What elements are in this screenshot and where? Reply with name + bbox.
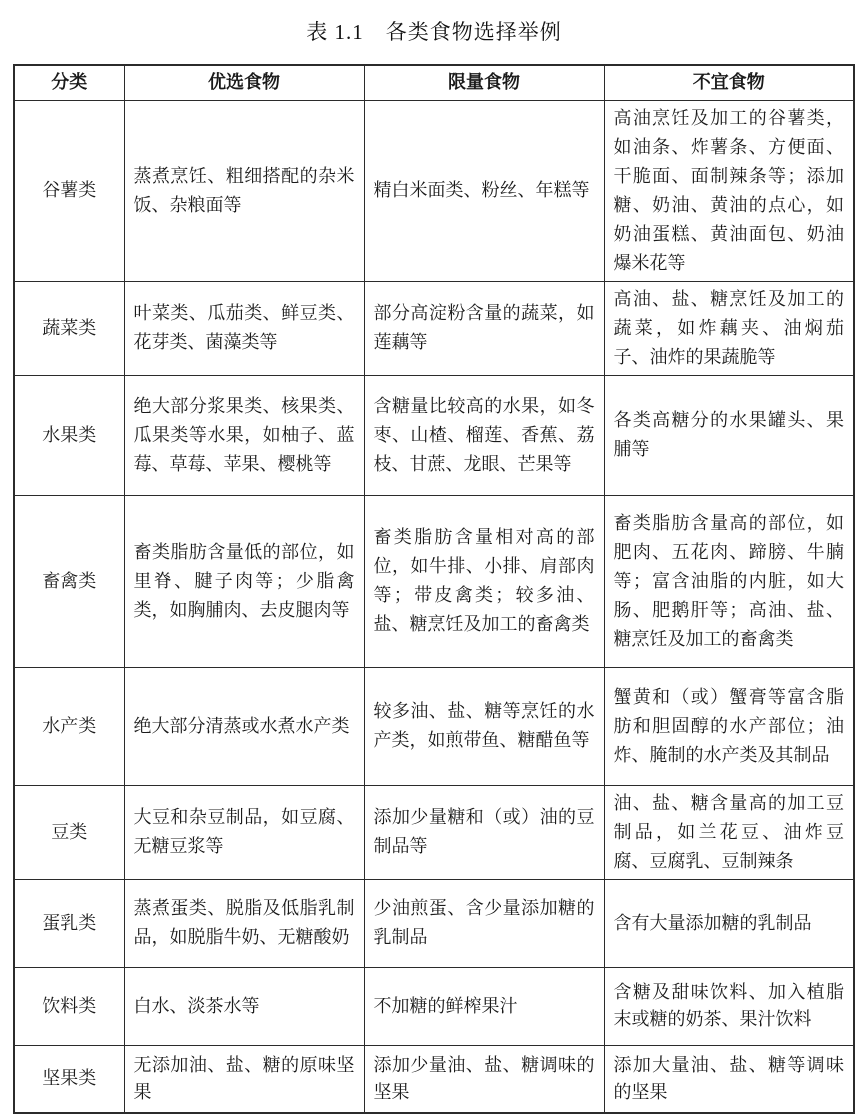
category-cell: 蔬菜类 <box>14 281 124 375</box>
limited-cell: 少油煎蛋、含少量添加糖的乳制品 <box>364 879 604 967</box>
avoid-cell: 含有大量添加糖的乳制品 <box>604 879 854 967</box>
category-cell: 坚果类 <box>14 1045 124 1113</box>
avoid-cell: 油、盐、糖含量高的加工豆制品，如兰花豆、油炸豆腐、豆腐乳、豆制辣条 <box>604 785 854 879</box>
table-title: 表 1.1 各类食物选择举例 <box>306 20 562 44</box>
preferred-cell: 畜类脂肪含量低的部位，如里脊、腱子肉等；少脂禽类，如胸脯肉、去皮腿肉等 <box>124 495 364 667</box>
header-category: 分类 <box>14 65 124 100</box>
table-row <box>14 100 854 281</box>
limited-cell: 较多油、盐、糖等烹饪的水产类，如煎带鱼、糖醋鱼等 <box>364 667 604 785</box>
table-row <box>14 879 854 967</box>
food-selection-table <box>13 64 855 1114</box>
category-cell: 水果类 <box>14 375 124 495</box>
limited-cell: 含糖量比较高的水果，如冬枣、山楂、榴莲、香蕉、荔枝、甘蔗、龙眼、芒果等 <box>364 375 604 495</box>
table-row <box>14 495 854 667</box>
limited-cell: 添加少量糖和（或）油的豆制品等 <box>364 785 604 879</box>
limited-cell: 部分高淀粉含量的蔬菜，如莲藕等 <box>364 281 604 375</box>
preferred-cell: 白水、淡茶水等 <box>124 967 364 1045</box>
header-avoid: 不宜食物 <box>604 65 854 100</box>
avoid-cell: 添加大量油、盐、糖等调味的坚果 <box>604 1045 854 1113</box>
preferred-cell: 蒸煮蛋类、脱脂及低脂乳制品，如脱脂牛奶、无糖酸奶 <box>124 879 364 967</box>
avoid-cell: 各类高糖分的水果罐头、果脯等 <box>604 375 854 495</box>
table-row <box>14 1045 854 1113</box>
limited-cell: 畜类脂肪含量相对高的部位，如牛排、小排、肩部肉等；带皮禽类；较多油、盐、糖烹饪及加工的畜禽类 <box>364 495 604 667</box>
category-cell: 饮料类 <box>14 967 124 1045</box>
limited-cell: 不加糖的鲜榨果汁 <box>364 967 604 1045</box>
preferred-cell: 无添加油、盐、糖的原味坚果 <box>124 1045 364 1113</box>
header-preferred: 优选食物 <box>124 65 364 100</box>
avoid-cell: 蟹黄和（或）蟹膏等富含脂肪和胆固醇的水产部位；油炸、腌制的水产类及其制品 <box>604 667 854 785</box>
table-row <box>14 281 854 375</box>
avoid-cell: 高油烹饪及加工的谷薯类，如油条、炸薯条、方便面、干脆面、面制辣条等；添加糖、奶油、黄油的点心，如奶油蛋糕、黄油面包、奶油爆米花等 <box>604 100 854 281</box>
preferred-cell: 大豆和杂豆制品，如豆腐、无糖豆浆等 <box>124 785 364 879</box>
header-row <box>14 65 854 100</box>
category-cell: 畜禽类 <box>14 495 124 667</box>
category-cell: 豆类 <box>14 785 124 879</box>
preferred-cell: 绝大部分浆果类、核果类、瓜果类等水果，如柚子、蓝莓、草莓、苹果、樱桃等 <box>124 375 364 495</box>
table-row <box>14 967 854 1045</box>
avoid-cell: 高油、盐、糖烹饪及加工的蔬菜，如炸藕夹、油焖茄子、油炸的果蔬脆等 <box>604 281 854 375</box>
avoid-cell: 畜类脂肪含量高的部位，如肥肉、五花肉、蹄膀、牛腩等；富含油脂的内脏，如大肠、肥鹅肝等；高油、盐、糖烹饪及加工的畜禽类 <box>604 495 854 667</box>
limited-cell: 添加少量油、盐、糖调味的坚果 <box>364 1045 604 1113</box>
category-cell: 蛋乳类 <box>14 879 124 967</box>
avoid-cell: 含糖及甜味饮料、加入植脂末或糖的奶茶、果汁饮料 <box>604 967 854 1045</box>
preferred-cell: 绝大部分清蒸或水煮水产类 <box>124 667 364 785</box>
category-cell: 谷薯类 <box>14 100 124 281</box>
table-row <box>14 375 854 495</box>
table-row <box>14 785 854 879</box>
preferred-cell: 叶菜类、瓜茄类、鲜豆类、花芽类、菌藻类等 <box>124 281 364 375</box>
header-limited: 限量食物 <box>364 65 604 100</box>
preferred-cell: 蒸煮烹饪、粗细搭配的杂米饭、杂粮面等 <box>124 100 364 281</box>
table-row <box>14 667 854 785</box>
category-cell: 水产类 <box>14 667 124 785</box>
limited-cell: 精白米面类、粉丝、年糕等 <box>364 100 604 281</box>
